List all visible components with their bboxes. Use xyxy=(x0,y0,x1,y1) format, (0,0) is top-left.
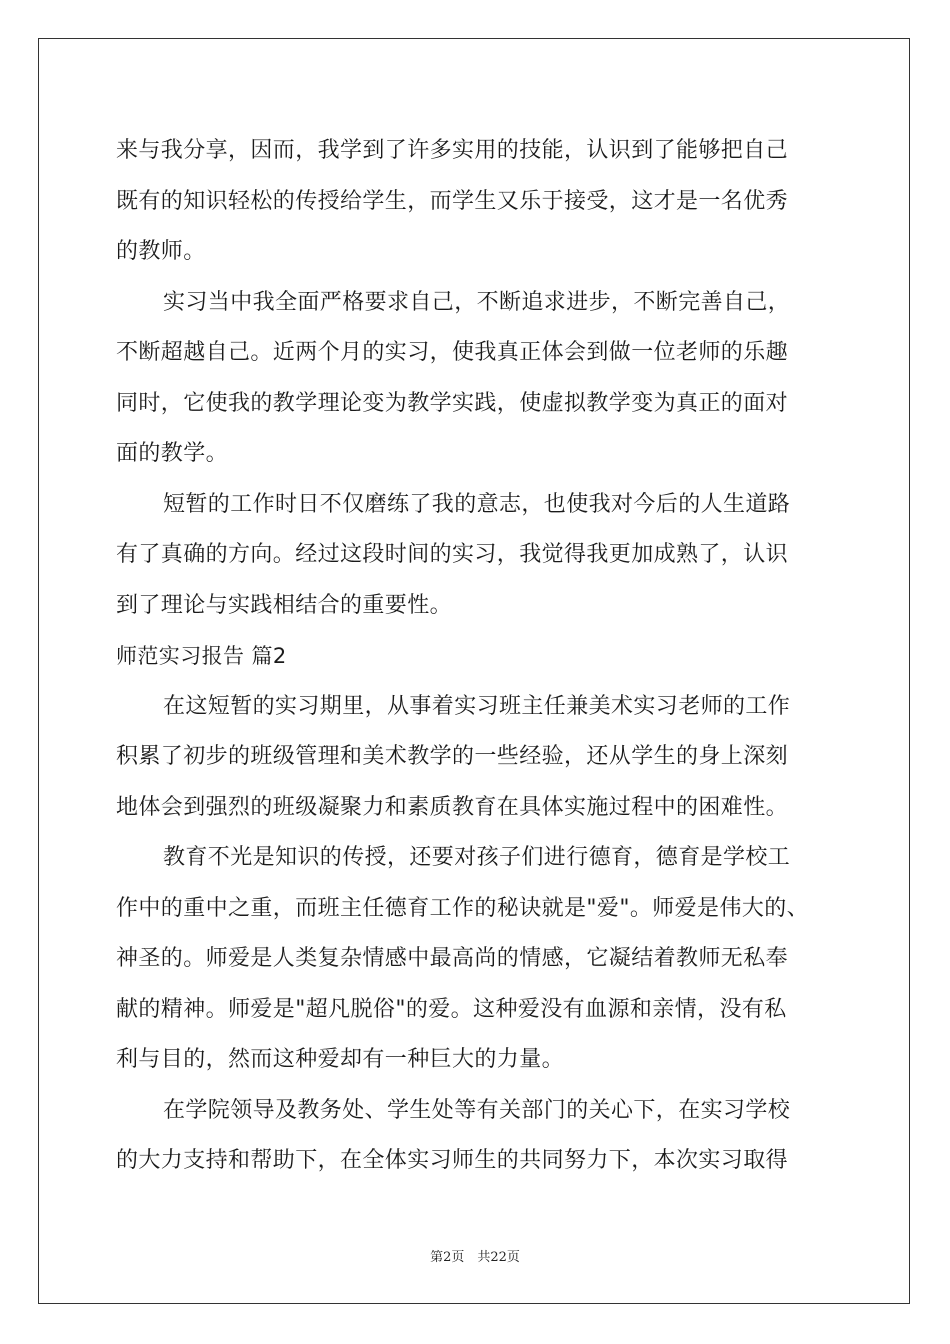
text-line: 教育不光是知识的传授，还要对孩子们进行德育，德育是学校工 xyxy=(163,845,791,870)
text-line: 利与目的，然而这种爱却有一种巨大的力量。 xyxy=(116,1047,565,1072)
document-body xyxy=(116,126,836,1187)
text-line: 面的教学。 xyxy=(116,441,229,466)
text-line: 的大力支持和帮助下，在全体实习师生的共同努力下，本次实习取得 xyxy=(116,1148,789,1173)
text-line: 作中的重中之重，而班主任德育工作的秘诀就是"爱"。师爱是伟大的、 xyxy=(116,895,810,921)
section-heading: 师范实习报告 篇2 xyxy=(116,644,287,668)
text-line: 既有的知识轻松的传授给学生，而学生又乐于接受，这才是一名优秀 xyxy=(116,188,789,214)
text-line: 到了理论与实践相结合的重要性。 xyxy=(116,592,453,618)
text-line: 积累了初步的班级管理和美术教学的一些经验，还从学生的身上深刻 xyxy=(116,744,789,769)
text-line: 献的精神。师爱是"超凡脱俗"的爱。这种爱没有血源和亲情，没有私 xyxy=(116,996,787,1022)
text-line: 在这短暂的实习期里，从事着实习班主任兼美术实习老师的工作 xyxy=(163,693,791,719)
text-line: 不断超越自己。近两个月的实习，使我真正体会到做一位老师的乐趣 xyxy=(116,340,789,365)
text-line: 的教师。 xyxy=(116,239,206,264)
text-line: 同时，它使我的教学理论变为教学实践，使虚拟教学变为真正的面对 xyxy=(116,390,789,416)
text-line: 来与我分享，因而，我学到了许多实用的技能，认识到了能够把自己 xyxy=(116,138,789,163)
page-number-footer: 第2页 共22页 xyxy=(430,1250,520,1265)
text-line: 神圣的。师爱是人类复杂情感中最高尚的情感，它凝结着教师无私奉 xyxy=(116,946,789,971)
text-line: 实习当中我全面严格要求自己，不断追求进步，不断完善自己， xyxy=(163,289,791,315)
text-line: 短暂的工作时日不仅磨练了我的意志，也使我对今后的人生道路 xyxy=(163,491,791,517)
text-line: 在学院领导及教务处、学生处等有关部门的关心下，在实习学校 xyxy=(163,1097,791,1123)
text-line: 地体会到强烈的班级凝聚力和素质教育在具体实施过程中的困难性。 xyxy=(116,794,789,820)
text-line: 有了真确的方向。经过这段时间的实习，我觉得我更加成熟了，认识 xyxy=(116,542,789,567)
